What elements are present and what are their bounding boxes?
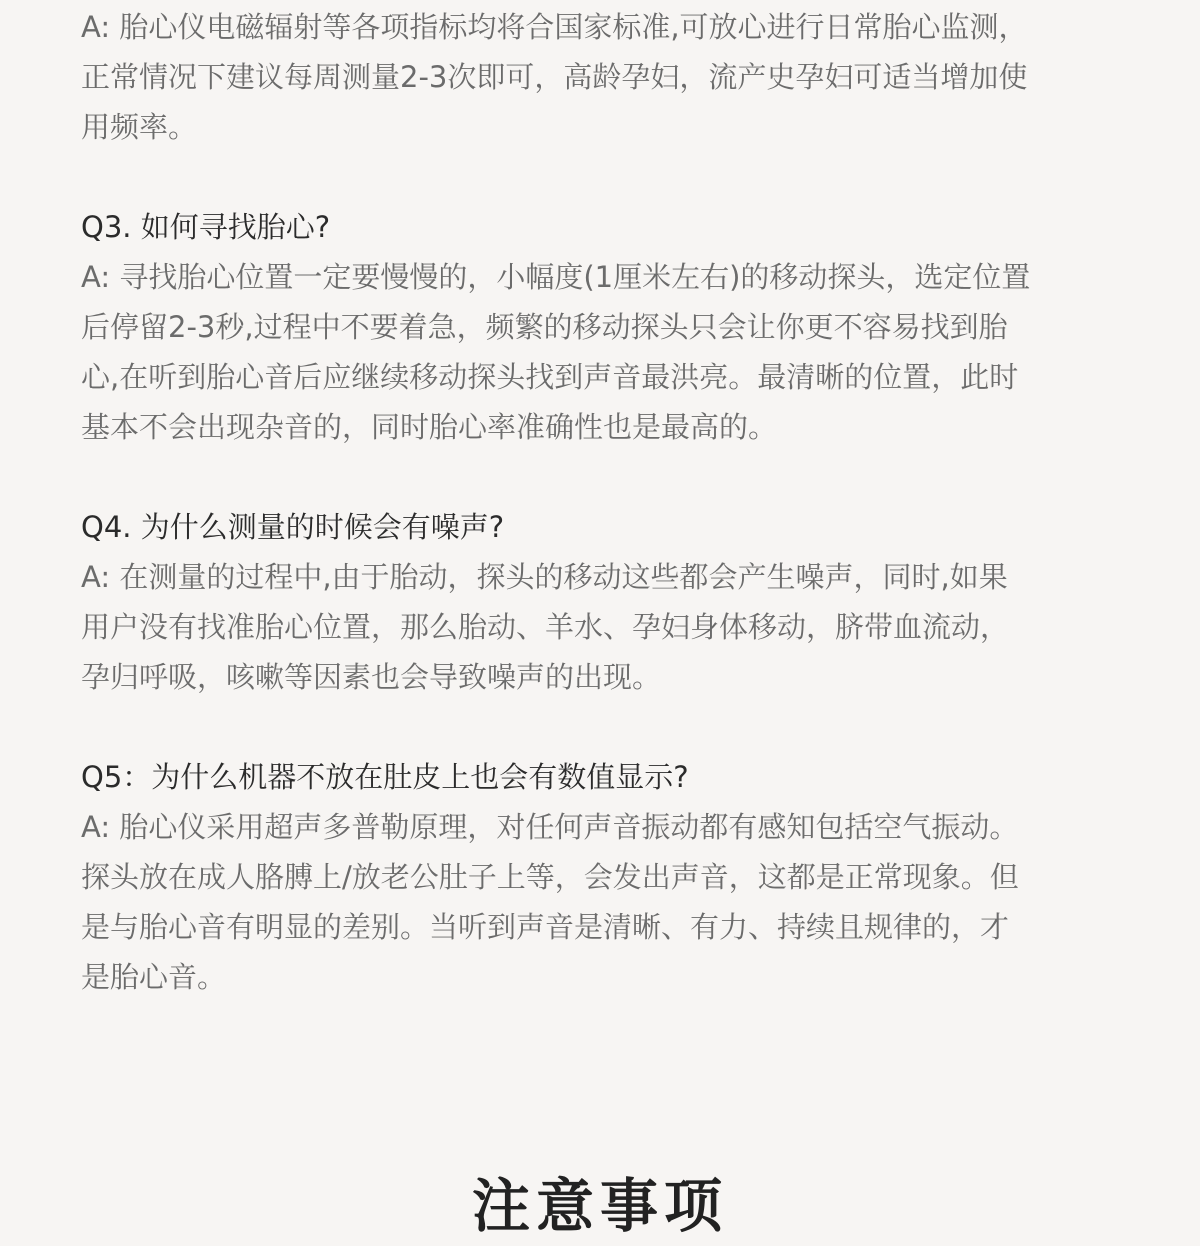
answer-line: A: 在测量的过程中,由于胎动，探头的移动这些都会产生噪声，同时,如果 bbox=[81, 560, 1008, 594]
question-q5: Q5：为什么机器不放在肚皮上也会有数值显示? bbox=[81, 760, 689, 794]
faq-item-q4 bbox=[81, 502, 1009, 702]
answer-line: 用户没有找准胎心位置，那么胎动、羊水、孕妇身体移动，脐带血流动， bbox=[81, 610, 1010, 644]
answer-line: 是与胎心音有明显的差别。当听到声音是清晰、有力、持续且规律的，才 bbox=[81, 910, 1010, 944]
answer-line: 探头放在成人胳膊上/放老公肚子上等，会发出声音，这都是正常现象。但 bbox=[81, 860, 1019, 894]
faq-item-q5 bbox=[81, 752, 1019, 1002]
answer-line: A: 寻找胎心位置一定要慢慢的，小幅度(1厘米左右)的移动探头，选定位置 bbox=[81, 260, 1031, 294]
question-q3: Q3. 如何寻找胎心? bbox=[81, 210, 331, 244]
answer-q3 bbox=[81, 252, 1030, 452]
answer-q2 bbox=[81, 2, 1028, 152]
answer-line: 用频率。 bbox=[81, 110, 198, 144]
answer-line: 后停留2-3秒,过程中不要着急，频繁的移动探头只会让你更不容易找到胎 bbox=[81, 310, 1008, 344]
answer-line: A: 胎心仪采用超声多普勒原理，对任何声音振动都有感知包括空气振动。 bbox=[81, 810, 1019, 844]
faq-item-q2 bbox=[81, 2, 1028, 152]
answer-line: 正常情况下建议每周测量2-3次即可，高龄孕妇，流产史孕妇可适当增加使 bbox=[81, 60, 1028, 94]
faq-item-q3 bbox=[81, 202, 1030, 452]
section-title-precautions: 注意事项 bbox=[471, 1172, 728, 1240]
answer-line: A: 胎心仪电磁辐射等各项指标均将合国家标准,可放心进行日常胎心监测， bbox=[81, 10, 1028, 44]
answer-line: 基本不会出现杂音的，同时胎心率准确性也是最高的。 bbox=[81, 410, 778, 444]
question-q4: Q4. 为什么测量的时候会有噪声? bbox=[81, 510, 505, 544]
answer-line: 心,在听到胎心音后应继续移动探头找到声音最洪亮。最清晰的位置，此时 bbox=[81, 360, 1019, 394]
answer-q4 bbox=[81, 552, 1009, 702]
answer-line: 孕归呼吸，咳嗽等因素也会导致噪声的出现。 bbox=[81, 660, 662, 694]
answer-q5 bbox=[81, 802, 1019, 1002]
answer-line: 是胎心音。 bbox=[81, 960, 227, 994]
